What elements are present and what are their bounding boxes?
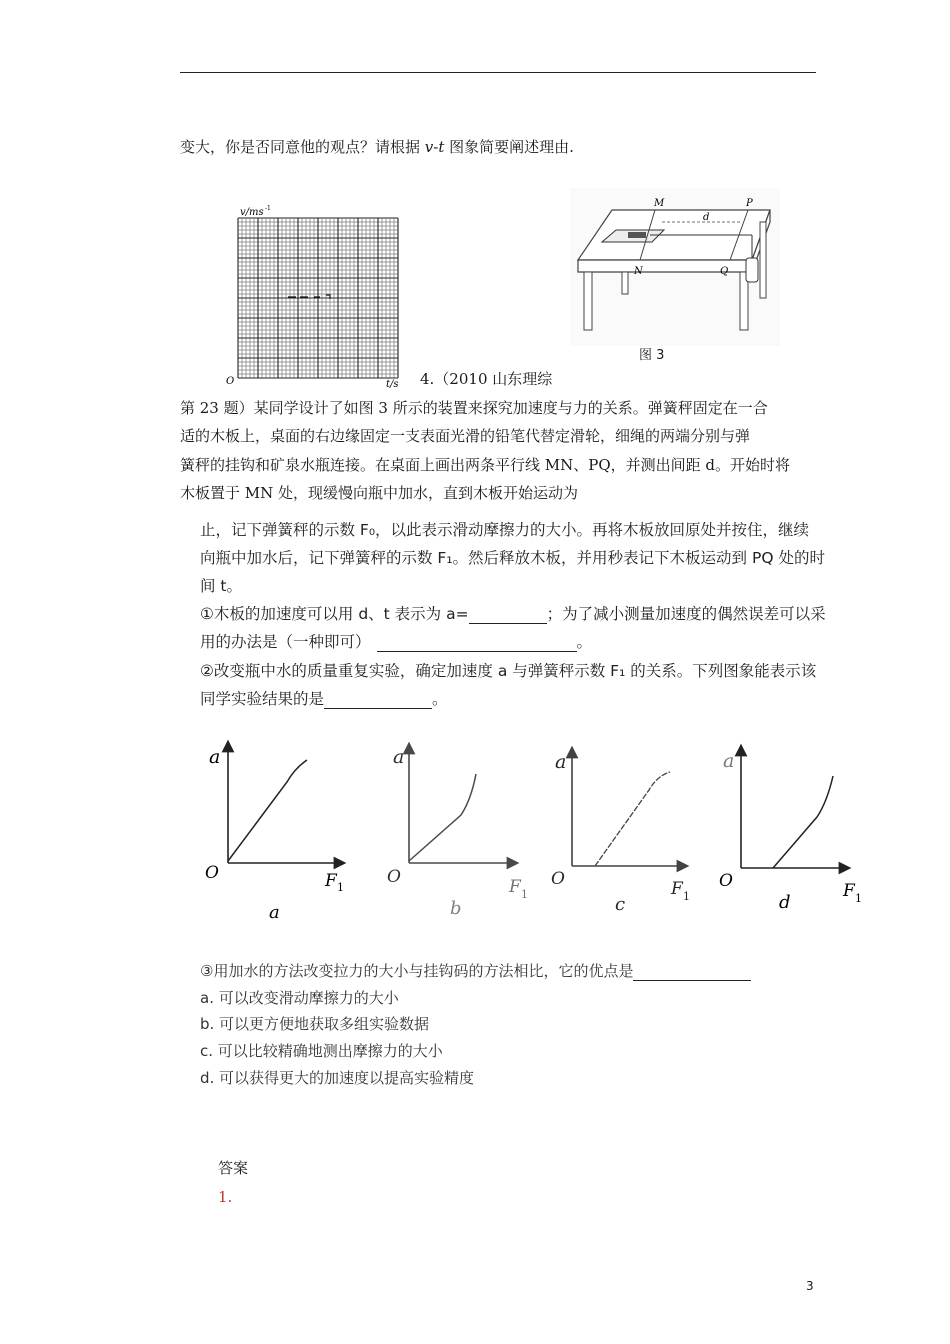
scan-line7-a: 同学实验结果的是 (200, 690, 325, 708)
top-paragraph (180, 137, 574, 157)
graph-a-y-label: a (209, 746, 221, 768)
apparatus-label-n: N (634, 266, 643, 277)
scan-line3: 间 t。 (200, 577, 243, 595)
graph-d-x-sub: 1 (855, 892, 862, 905)
graph-d (719, 750, 862, 913)
graph-a-caption: a (269, 902, 280, 923)
answer-blank-advantage[interactable] (633, 964, 751, 981)
q4-line4: 簧秤的挂钩和矿泉水瓶连接。在桌面上画出两条平行线 MN、PQ，并测出间距 d。开始时将 (180, 456, 791, 474)
graph-b-x-sub: 1 (521, 888, 528, 901)
top-paragraph-post: 图象简要阐述理由. (444, 138, 574, 156)
q4-line1: 4.（2010 山东理综 (420, 370, 553, 388)
scan-line6: ②改变瓶中水的质量重复实验，确定加速度 a 与弹簧秤示数 F₁ 的关系。下列图象能表示该 (200, 662, 817, 680)
graph-d-origin: O (719, 871, 733, 891)
graph-b-y-label: a (393, 746, 405, 768)
scan-line7 (200, 687, 448, 709)
scan-line2: 向瓶中加水后，记下弹簧秤的示数 F₁。然后释放木板，并用秒表记下木板运动到 PQ 处的时 (200, 549, 825, 567)
q3-stem-text: ③用加水的方法改变拉力的大小与挂钩码的方法相比，它的优点是 (200, 962, 634, 980)
scan-line1: 止，记下弹簧秤的示数 F₀，以此表示滑动摩擦力的大小。再将木板放回原处并按住，继续 (200, 521, 810, 539)
scan-line4-a: ①木板的加速度可以用 d、t 表示为 a= (200, 605, 469, 623)
vt-x-label: t/s (386, 379, 399, 388)
q3-option-a: a. 可以改变滑动摩擦力的大小 (200, 989, 399, 1007)
page-number: 3 (806, 1279, 814, 1293)
graph-d-x-label: F (843, 881, 855, 901)
vt-y-sup: -1 (265, 205, 271, 212)
scan-line5-a: 用的办法是（一种即可） (200, 633, 371, 651)
graph-d-y-label: a (723, 750, 735, 772)
figure-caption: 图 3 (639, 348, 665, 363)
apparatus-label-p: P (746, 198, 753, 209)
answer-item-1: 1. (218, 1188, 233, 1206)
graph-b-caption: b (450, 898, 462, 919)
apparatus-figure (570, 188, 780, 346)
graph-a-x-label: F (325, 871, 337, 891)
scan-line4 (200, 602, 826, 624)
top-paragraph-vt: v-t (424, 138, 445, 156)
vt-origin: O (226, 376, 235, 387)
scan-line7-b: 。 (432, 690, 448, 708)
q4-line3: 适的木板上，桌面的右边缘固定一支表面光滑的铅笔代替定滑轮，细绳的两端分别与弹 (180, 427, 751, 445)
scan-line5-b: 。 (576, 633, 593, 651)
apparatus-label-d: d (703, 212, 710, 223)
graph-d-caption: d (779, 892, 791, 913)
answer-blank-method[interactable] (377, 635, 577, 652)
scan-line4-b: ；为了减小测量加速度的偶然误差可以采 (546, 605, 826, 623)
graph-b-x-label: F (509, 877, 521, 897)
header-rule (180, 72, 816, 73)
answer-heading: 答案 (218, 1159, 249, 1177)
q3-option-c: c. 可以比较精确地测出摩擦力的大小 (200, 1042, 443, 1060)
graph-c-x-label: F (671, 879, 683, 899)
apparatus-label-m: M (654, 198, 665, 209)
top-paragraph-pre: 变大，你是否同意他的观点？请根据 (180, 138, 425, 156)
graph-c-y-label: a (555, 751, 567, 773)
graph-b (387, 746, 528, 919)
graph-options (195, 738, 885, 928)
answer-blank-graph[interactable] (324, 692, 432, 709)
q4-line2: 第 23 题）某同学设计了如图 3 所示的装置来探究加速度与力的关系。弹簧秤固定在一合 (180, 399, 768, 417)
q4-line5: 木板置于 MN 处，现缓慢向瓶中加水，直到木板开始运动为 (180, 484, 579, 502)
graph-c-x-sub: 1 (683, 890, 690, 903)
graph-c-origin: O (551, 869, 565, 889)
graph-a-x-sub: 1 (337, 881, 344, 894)
vt-grid (222, 198, 412, 388)
graph-b-origin: O (387, 867, 401, 887)
q3-stem (200, 960, 751, 981)
graph-a (205, 746, 344, 923)
graph-c-caption: c (615, 894, 626, 915)
scan-line5 (200, 630, 592, 652)
answer-blank-a[interactable] (469, 607, 547, 624)
graph-c (551, 751, 690, 915)
q3-option-d: d. 可以获得更大的加速度以提高实验精度 (200, 1069, 475, 1087)
q3-option-b: b. 可以更方便地获取多组实验数据 (200, 1015, 430, 1033)
graph-a-origin: O (205, 863, 219, 883)
apparatus-label-q: Q (720, 266, 729, 277)
vt-y-label: v/ms (240, 207, 264, 218)
